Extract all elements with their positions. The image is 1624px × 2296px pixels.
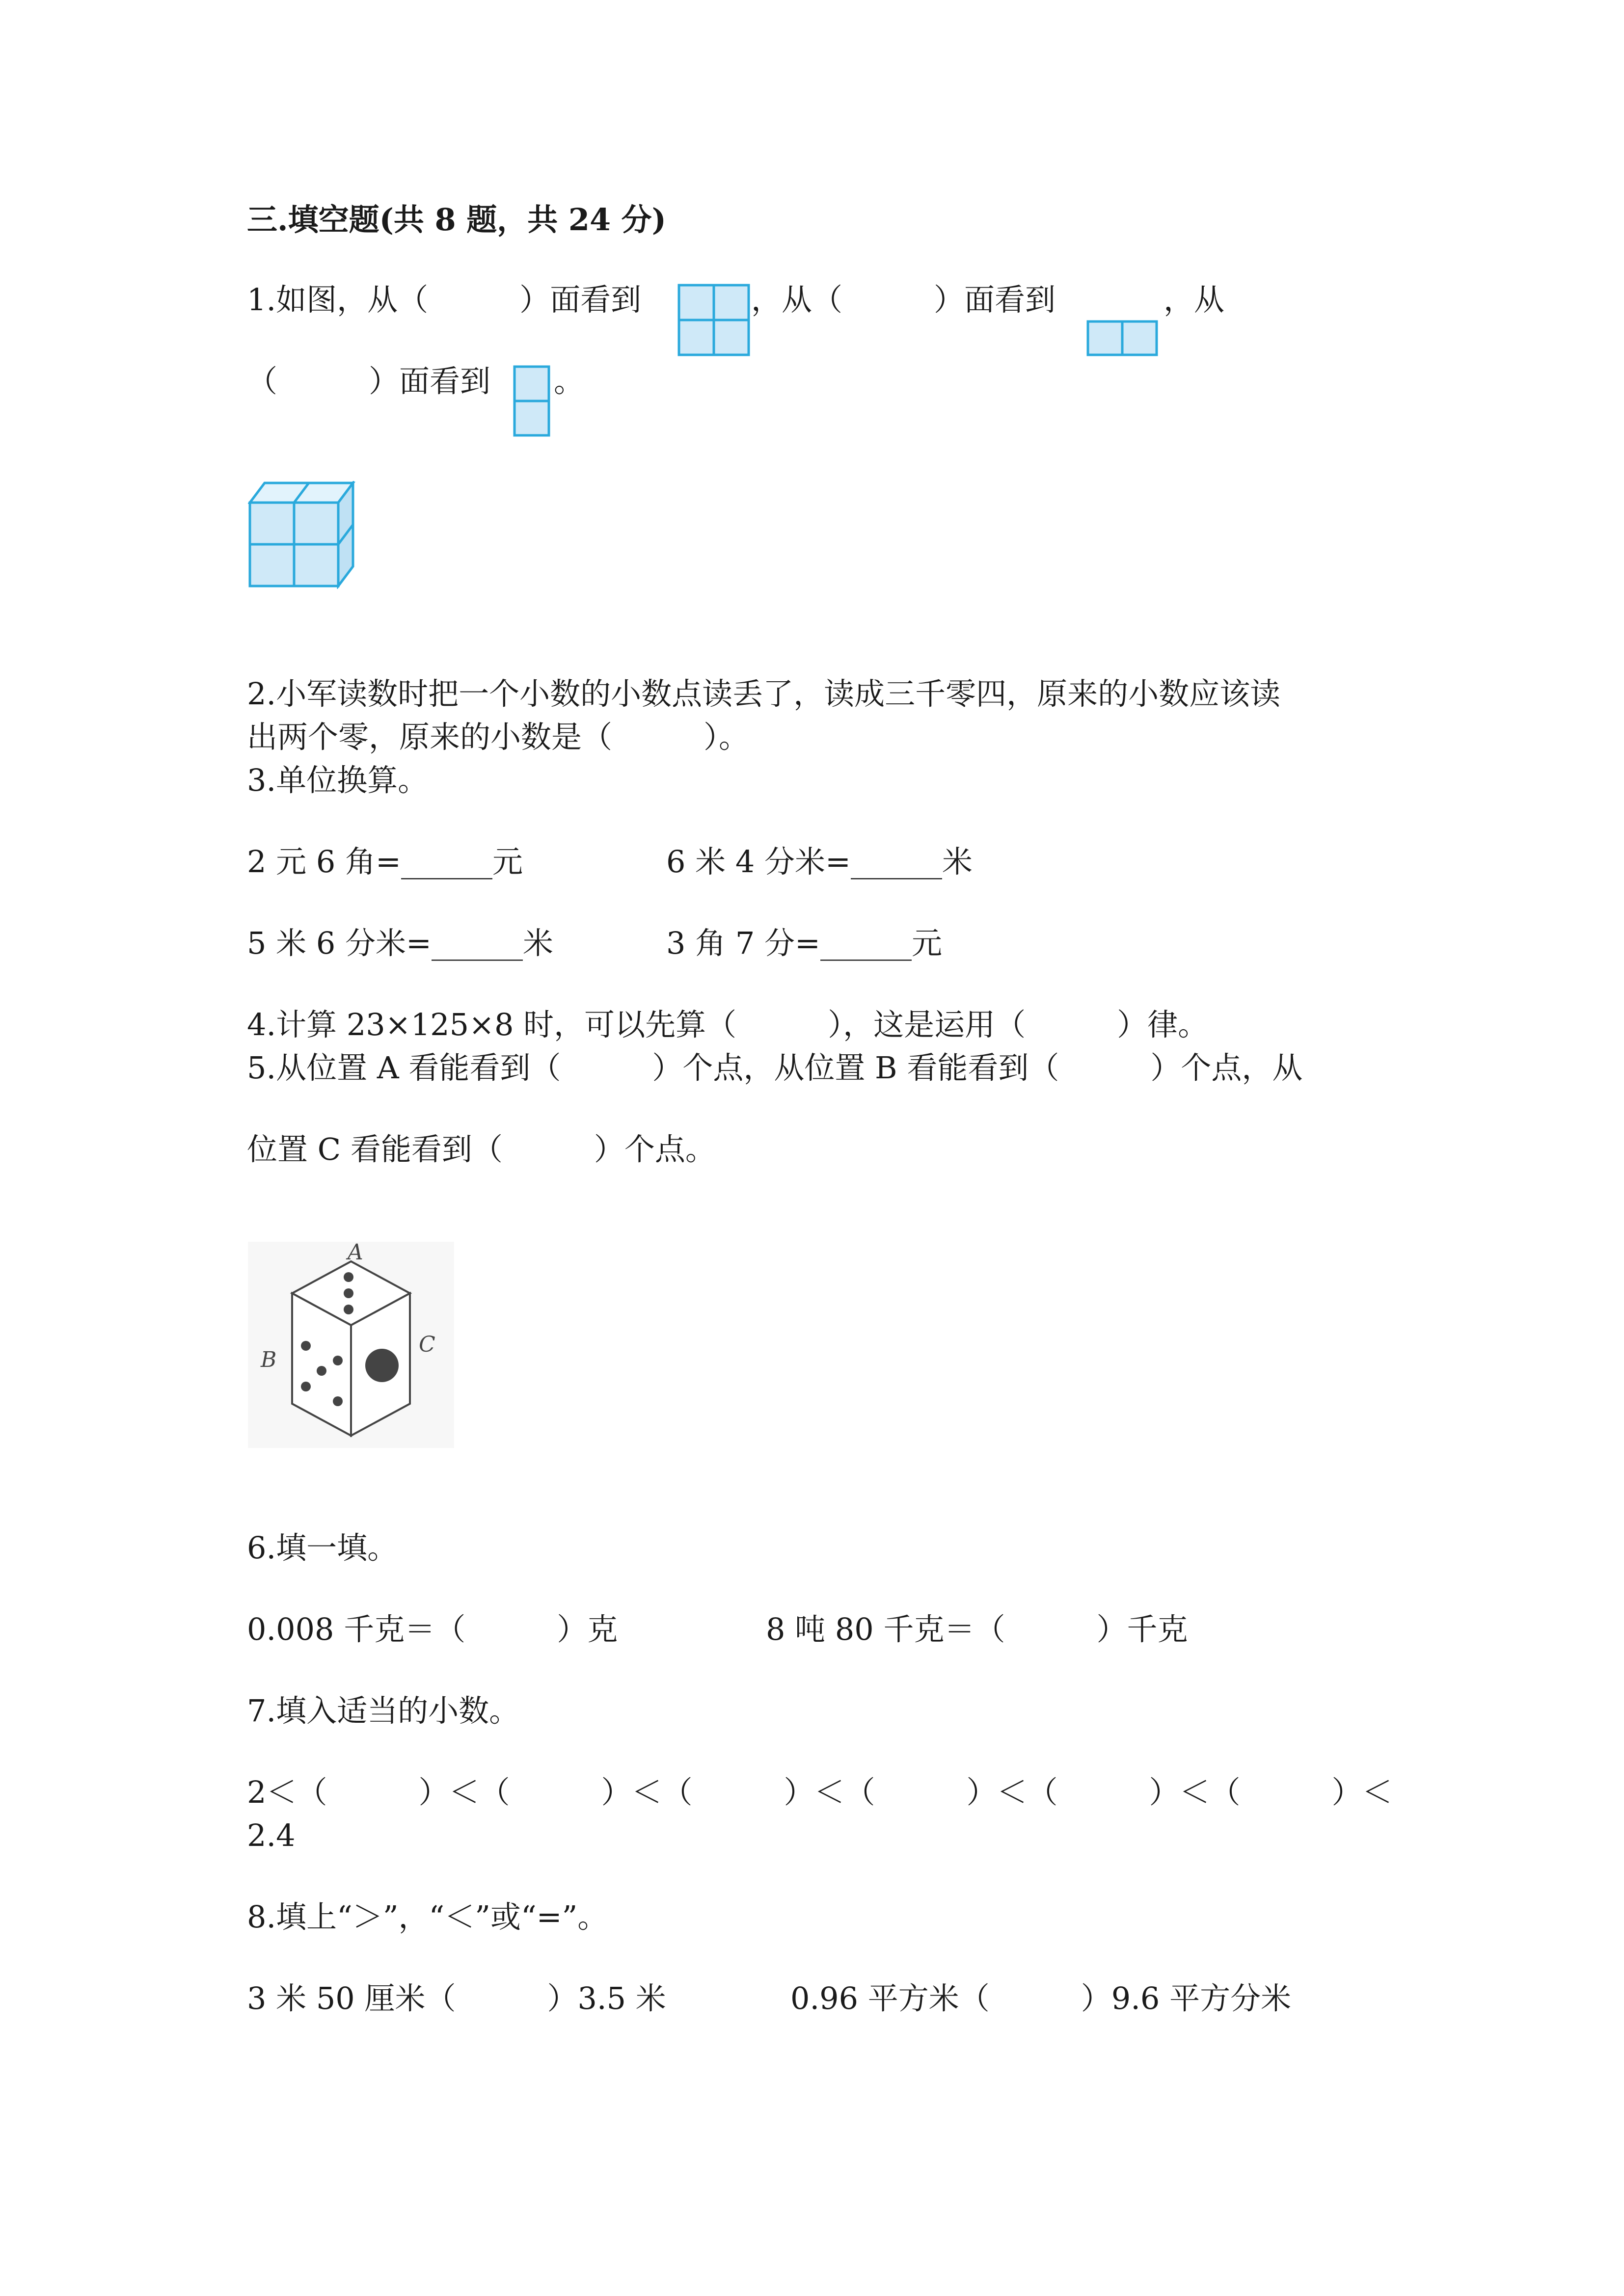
q3-item-d: 3 角 7 分=______元: [666, 925, 942, 961]
q3-item-c: 5 米 6 分米=______米: [247, 925, 553, 961]
label-c: C: [419, 1332, 435, 1357]
q4-text: 4.计算 23×125×8 时，可以先算（ ），这是运用（ ）律。: [247, 1007, 1209, 1042]
q3-item-b: 6 米 4 分米=______米: [666, 844, 973, 880]
q3-item-a: 2 元 6 角=______元: [247, 844, 523, 880]
q1-part3: ，从: [1164, 282, 1225, 318]
section-title: 三.填空题(共 8 题，共 24 分): [247, 202, 667, 238]
q8-item-a: 3 米 50 厘米（ ）3.5 米: [247, 1980, 666, 2016]
q8-item-b: 0.96 平方米（ ）9.6 平方分米: [790, 1980, 1292, 2016]
q5-line2: 位置 C 看能看到（ ）个点。: [247, 1131, 716, 1167]
view-1x2-squares-figure: [1086, 320, 1158, 356]
q3-title: 3.单位换算。: [247, 762, 429, 798]
q6-title: 6.填一填。: [247, 1530, 398, 1566]
q5-line1: 5.从位置 A 看能看到（ ）个点，从位置 B 看能看到（ ）个点，从: [247, 1050, 1303, 1086]
q1-part1: 1.如图，从（ ）面看到: [247, 282, 642, 318]
q6-item-a: 0.008 千克＝（ ）克: [247, 1611, 618, 1647]
view-2x1-squares-figure: [513, 365, 550, 437]
label-a: A: [348, 1242, 363, 1265]
q7-title: 7.填入适当的小数。: [247, 1693, 520, 1729]
label-b: B: [261, 1347, 277, 1372]
q2-line2: 出两个零，原来的小数是（ ）。: [247, 719, 750, 755]
q1-part4: （ ）面看到: [247, 363, 491, 399]
q8-title: 8.填上“＞”，“＜”或“=”。: [247, 1899, 608, 1935]
view-2x2-squares-figure: [677, 284, 750, 356]
dice-figure: [248, 1242, 454, 1448]
q1-part5: 。: [554, 363, 585, 399]
q1-part2: ，从（ ）面看到: [751, 282, 1056, 318]
q7-line2: 2.4: [247, 1817, 296, 1853]
q2-line1: 2.小军读数时把一个小数的小数点读丢了，读成三千零四，原来的小数应该读: [247, 676, 1281, 712]
cube-stack-figure: [248, 481, 356, 589]
q6-item-b: 8 吨 80 千克＝（ ）千克: [766, 1611, 1188, 1647]
q7-line1: 2＜（ ）＜（ ）＜（ ）＜（ ）＜（ ）＜（ ）＜: [247, 1774, 1393, 1810]
